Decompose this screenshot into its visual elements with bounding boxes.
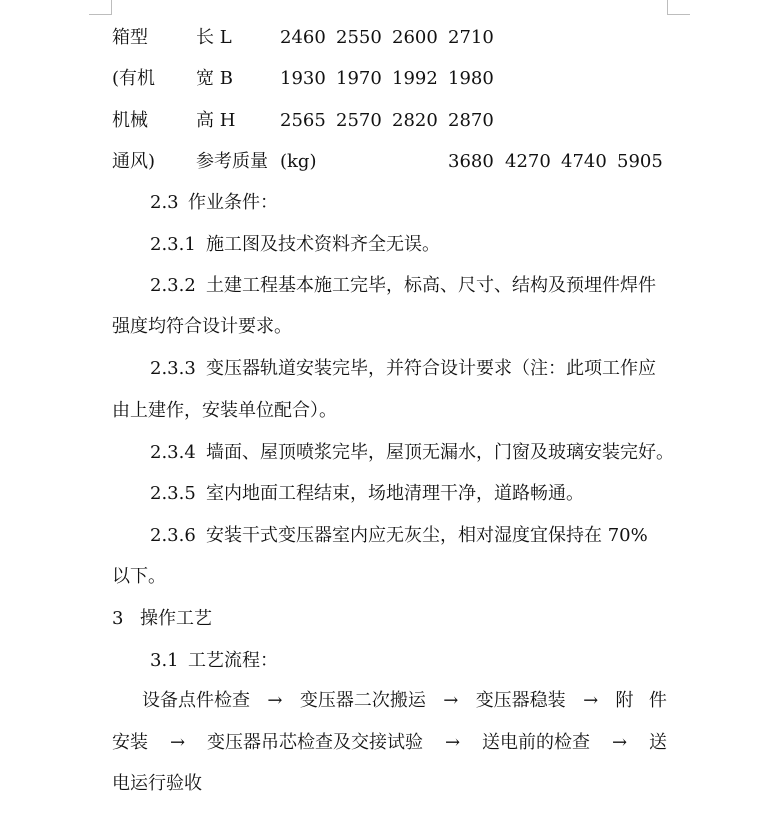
- table-cell: 2460: [280, 27, 326, 48]
- table-cell: 宽 B: [196, 68, 233, 89]
- table-cell: 通风): [112, 151, 156, 172]
- list-item: [150, 358, 656, 380]
- flow-step: 送: [649, 732, 667, 753]
- table-cell: 箱型: [112, 27, 148, 48]
- table-cell: 2870: [448, 110, 494, 131]
- chapter-heading: [112, 608, 212, 630]
- table-cell: 4270: [505, 151, 551, 172]
- table-cell: (有机: [112, 68, 156, 89]
- item-text: 土建工程基本施工完毕，标高、尺寸、结构及预埋件焊件: [206, 275, 656, 296]
- section-number: 3.1: [150, 650, 179, 671]
- arrow-right-icon: →: [611, 732, 628, 753]
- table-cell: 参考质量: [196, 151, 268, 172]
- list-item: [150, 442, 674, 464]
- table-cell: 2820: [392, 110, 438, 131]
- table-cell: 4740: [561, 151, 607, 172]
- table-cell: 高 H: [196, 110, 236, 131]
- chapter-title: 操作工艺: [140, 608, 212, 629]
- item-continuation: 以下。: [112, 566, 166, 587]
- arrow-right-icon: →: [444, 732, 461, 753]
- process-flow-line: [112, 732, 667, 754]
- table-row: [0, 27, 780, 49]
- flow-step: 变压器二次搬运: [299, 690, 426, 711]
- table-cell: 2600: [392, 27, 438, 48]
- item-number: 2.3.1: [150, 234, 196, 255]
- list-item: [150, 483, 584, 505]
- table-cell: 1980: [448, 68, 494, 89]
- flow-step: 附: [615, 690, 634, 711]
- table-cell: 3680: [448, 151, 494, 172]
- flow-step: 设备点件检查: [142, 690, 250, 711]
- process-flow-line: 电运行验收: [112, 773, 202, 794]
- table-cell: (kg): [280, 151, 317, 172]
- table-row: [0, 151, 780, 173]
- crop-mark-top-left: [89, 0, 112, 15]
- table-cell: 2710: [448, 27, 494, 48]
- item-number: 2.3.4: [150, 442, 196, 463]
- table-row: [0, 68, 780, 90]
- section-number: 2.3: [150, 192, 179, 213]
- item-continuation: 由上建作，安装单位配合）。: [112, 400, 337, 421]
- table-cell: 2570: [336, 110, 382, 131]
- list-item: [150, 525, 648, 547]
- item-number: 2.3.2: [150, 275, 196, 296]
- flow-step: 安装: [112, 732, 148, 753]
- table-cell: 5905: [617, 151, 663, 172]
- flow-step: 变压器稳装: [475, 690, 566, 711]
- item-number: 2.3.6: [150, 525, 196, 546]
- table-cell: 1992: [392, 68, 438, 89]
- table-row: [0, 110, 780, 132]
- item-text: 变压器轨道安装完毕，并符合设计要求（注：此项工作应: [206, 358, 656, 379]
- section-heading: [150, 650, 278, 672]
- item-text: 施工图及技术资料齐全无误。: [206, 234, 440, 255]
- list-item: [150, 234, 440, 256]
- section-title: 工艺流程：: [188, 650, 278, 671]
- item-number: 2.3.3: [150, 358, 196, 379]
- arrow-right-icon: →: [267, 690, 283, 711]
- crop-mark-top-right: [667, 0, 690, 15]
- section-title: 作业条件：: [188, 192, 278, 213]
- section-heading: [150, 192, 278, 214]
- item-number: 2.3.5: [150, 483, 196, 504]
- arrow-right-icon: →: [443, 690, 459, 711]
- process-flow-line: [112, 690, 667, 712]
- table-cell: 2565: [280, 110, 326, 131]
- item-text: 安装干式变压器室内应无灰尘，相对湿度宜保持在 70%: [206, 525, 648, 546]
- list-item: [150, 275, 656, 297]
- arrow-right-icon: →: [583, 690, 599, 711]
- arrow-right-icon: →: [169, 732, 186, 753]
- table-cell: 机械: [112, 110, 148, 131]
- item-continuation: 强度均符合设计要求。: [112, 316, 292, 337]
- table-cell: 1930: [280, 68, 326, 89]
- flow-step: 件: [648, 690, 667, 711]
- table-cell: 1970: [336, 68, 382, 89]
- flow-step: 送电前的检查: [482, 732, 590, 753]
- chapter-number: 3: [112, 608, 124, 629]
- item-text: 室内地面工程结束，场地清理干净，道路畅通。: [206, 483, 584, 504]
- item-text: 墙面、屋顶喷浆完毕，屋顶无漏水，门窗及玻璃安装完好。: [206, 442, 674, 463]
- table-cell: 2550: [336, 27, 382, 48]
- table-cell: 长 L: [196, 27, 232, 48]
- flow-step: 变压器吊芯检查及交接试验: [207, 732, 423, 753]
